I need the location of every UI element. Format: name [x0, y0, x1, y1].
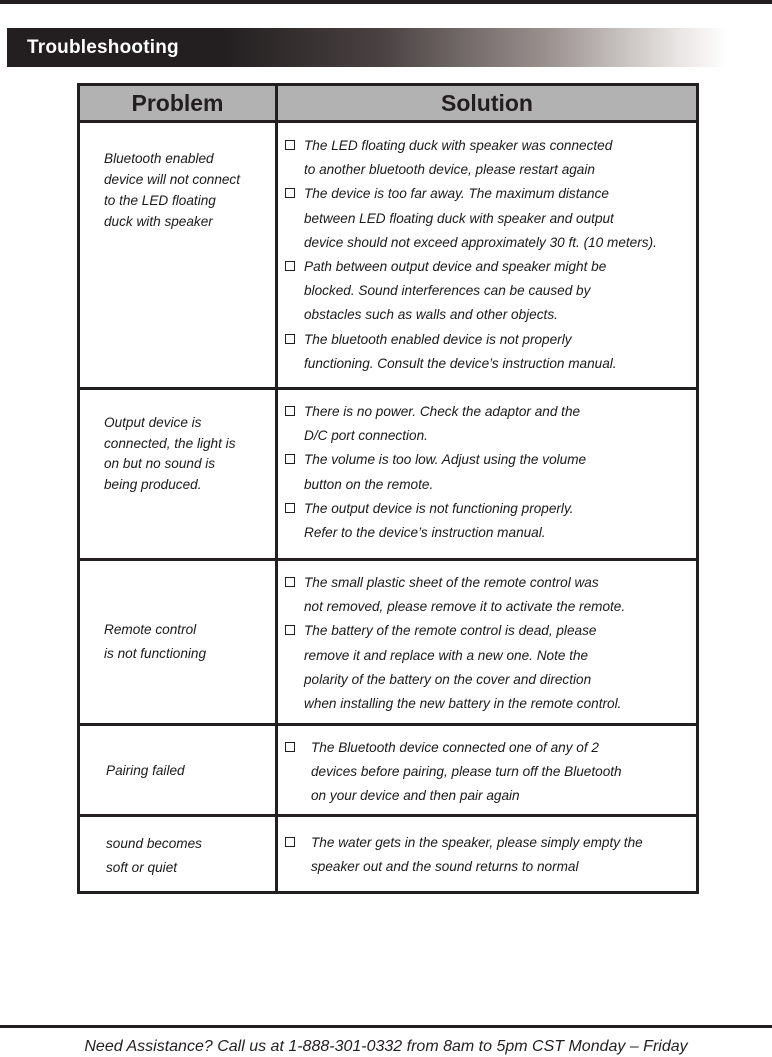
checkbox-icon: [285, 503, 295, 513]
problem-cell: [79, 389, 277, 560]
solution-line: to another bluetooth device, please restart again: [304, 162, 595, 178]
problem-cell: [79, 725, 277, 816]
solution-line: devices before pairing, please turn off the Bluetooth: [311, 764, 622, 780]
solution-line: The water gets in the speaker, please simply empty the: [311, 835, 643, 850]
solution-item: [278, 571, 696, 619]
solution-line: remove it and replace with a new one. Note the: [304, 647, 589, 663]
solution-line: blocked. Sound interferences can be caused by: [304, 283, 591, 299]
checkbox-icon: [285, 577, 295, 587]
solution-item: [278, 328, 696, 376]
footer-rule: [0, 1025, 772, 1028]
solution-line: obstacles such as walls and other objects.: [304, 307, 558, 323]
assistance-footer: Need Assistance? Call us at 1-888-301-0332 from 8am to 5pm CST Monday – Friday: [84, 1038, 688, 1055]
solution-line: on your device and then pair again: [311, 788, 520, 804]
table-row: [79, 560, 698, 725]
solution-item: [278, 182, 696, 255]
solution-item: [278, 619, 696, 716]
problem-line: to the LED floating: [104, 193, 216, 208]
problem-line: duck with speaker: [104, 214, 213, 229]
solution-line: The Bluetooth device connected one of any of 2: [311, 740, 599, 755]
solution-item: [278, 497, 696, 545]
solution-item: [278, 736, 696, 809]
problem-line: being produced.: [104, 476, 202, 492]
section-title: Troubleshooting: [27, 37, 179, 58]
solution-line: functioning. Consult the device’s instruction manual.: [304, 355, 617, 371]
checkbox-icon: [285, 837, 295, 847]
solution-item: [278, 831, 696, 879]
table-row: [79, 816, 698, 893]
solution-line: button on the remote.: [304, 476, 434, 492]
solution-item: [278, 400, 696, 448]
problem-cell: [79, 816, 277, 893]
solution-cell: [277, 560, 698, 725]
table-row: [79, 389, 698, 560]
problem-line: soft or quiet: [106, 860, 178, 875]
section-banner: [7, 28, 727, 67]
solution-line: The device is too far away. The maximum distance: [304, 186, 609, 202]
problem-line: is not functioning: [104, 646, 207, 661]
solution-cell: [277, 816, 698, 893]
table-header-row: [79, 85, 698, 122]
solution-line: between LED floating duck with speaker and output: [304, 210, 614, 226]
table-row: [79, 725, 698, 816]
solution-list: [278, 831, 696, 879]
solution-item: [278, 448, 696, 496]
solution-line: device should not exceed approximately 30 ft. (10 meters).: [304, 234, 657, 250]
solution-line: speaker out and the sound returns to normal: [311, 859, 579, 875]
solution-line: The bluetooth enabled device is not properly: [304, 331, 572, 347]
solution-column-header: Solution: [277, 85, 698, 122]
top-rule: [0, 0, 772, 4]
problem-line: device will not connect: [104, 172, 241, 187]
problem-cell: [79, 560, 277, 725]
checkbox-icon: [285, 625, 295, 635]
checkbox-icon: [285, 454, 295, 464]
solution-cell: [277, 725, 698, 816]
problem-cell: [79, 122, 277, 389]
solution-list: [278, 134, 696, 376]
problem-line: sound becomes: [106, 836, 202, 851]
table-row: [79, 122, 698, 389]
solution-list: [278, 571, 696, 716]
solution-cell: [277, 122, 698, 389]
solution-list: [278, 736, 696, 809]
problem-line: Remote control: [104, 622, 197, 637]
solution-line: Refer to the device’s instruction manual.: [304, 525, 546, 541]
solution-line: The output device is not functioning properly.: [304, 500, 574, 516]
solution-line: The LED floating duck with speaker was connected: [304, 138, 613, 153]
checkbox-icon: [285, 261, 295, 271]
checkbox-icon: [285, 406, 295, 416]
solution-line: The battery of the remote control is dead, please: [304, 623, 597, 639]
solution-line: when installing the new battery in the remote control.: [304, 696, 622, 712]
checkbox-icon: [285, 140, 295, 150]
problem-line: Pairing failed: [106, 763, 185, 778]
checkbox-icon: [285, 334, 295, 344]
solution-line: polarity of the battery on the cover and direction: [304, 671, 592, 687]
problem-line: connected, the light is: [104, 435, 236, 451]
solution-line: There is no power. Check the adaptor and the: [304, 404, 581, 419]
solution-cell: [277, 389, 698, 560]
problem-line: Bluetooth enabled: [104, 151, 214, 166]
solution-line: The small plastic sheet of the remote control was: [304, 575, 599, 590]
solution-line: not removed, please remove it to activate the remote.: [304, 599, 626, 615]
checkbox-icon: [285, 188, 295, 198]
problem-line: Output device is: [104, 415, 202, 430]
solution-line: D/C port connection.: [304, 428, 428, 444]
checkbox-icon: [285, 742, 295, 752]
problem-line: on but no sound is: [104, 456, 216, 471]
solution-line: The volume is too low. Adjust using the volume: [304, 452, 587, 468]
solution-line: Path between output device and speaker might be: [304, 259, 607, 275]
solution-list: [278, 400, 696, 545]
problem-column-header: Problem: [79, 85, 277, 122]
solution-item: [278, 255, 696, 328]
solution-item: [278, 134, 696, 182]
troubleshooting-table: [77, 83, 699, 894]
